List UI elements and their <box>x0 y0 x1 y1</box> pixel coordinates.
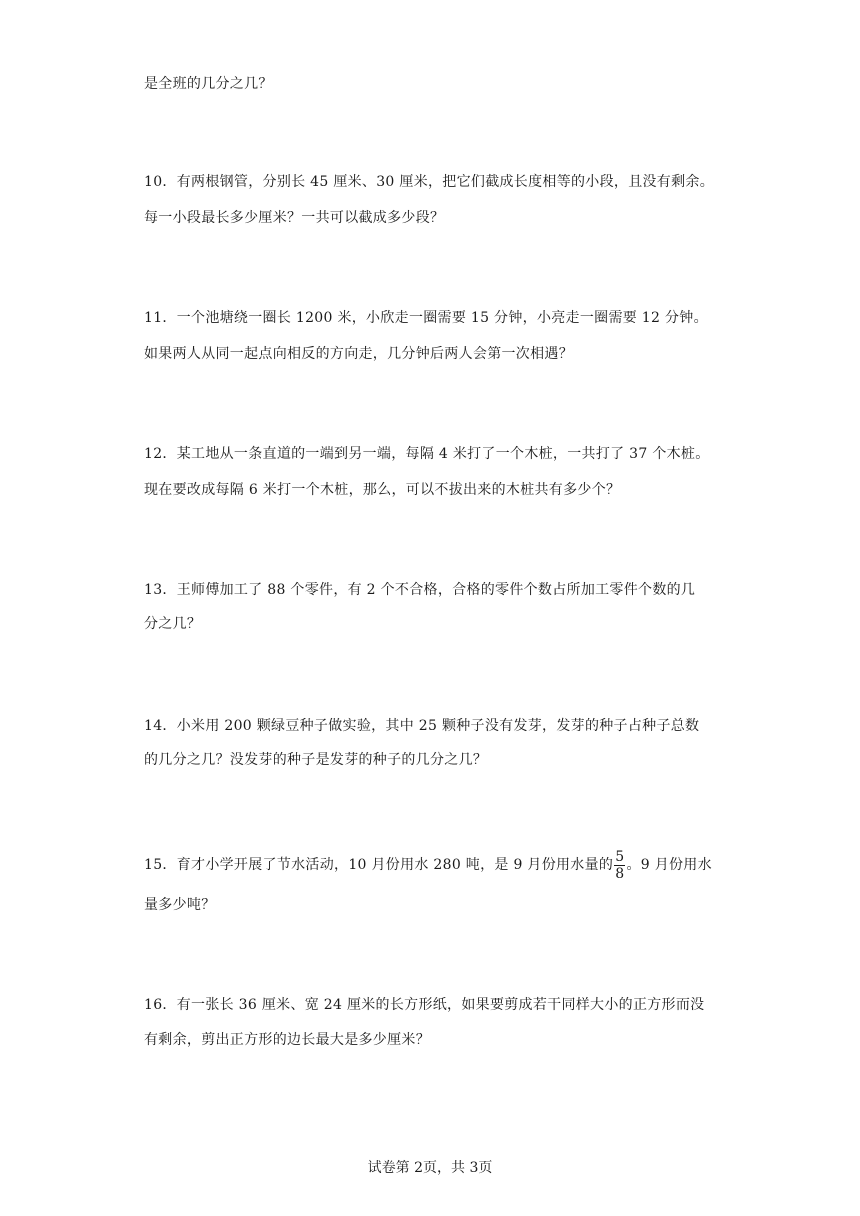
question-13-line-1: 13．王师傅加工了 88 个零件，有 2 个不合格，合格的零件个数占所加工零件个数的几 <box>144 582 696 598</box>
question-13-line-2: 分之几？ <box>144 616 202 632</box>
fraction <box>614 849 625 882</box>
question-15-text-before: 15．育才小学开展了节水活动，10 月份用水 280 吨，是 9 月份用水量的 <box>144 857 614 873</box>
question-11-line-2: 如果两人从同一起点向相反的方向走，几分钟后两人会第一次相遇？ <box>144 346 573 362</box>
fraction-numerator: 5 <box>615 848 625 865</box>
question-14-line-1: 14．小米用 200 颗绿豆种子做实验，其中 25 颗种子没有发芽，发芽的种子占种子总数 <box>144 718 700 734</box>
question-11-line-1: 11．一个池塘绕一圈长 1200 米，小欣走一圈需要 15 分钟，小亮走一圈需要 12 分钟。 <box>144 310 708 326</box>
intro-line: 是全班的几分之几？ <box>144 76 273 92</box>
question-15-text-after: 。9 月份用水 <box>626 857 712 873</box>
question-15-line-1 <box>144 846 712 884</box>
question-12-line-2: 现在要改成每隔 6 米打一个木桩，那么，可以不拔出来的木桩共有多少个？ <box>144 482 621 498</box>
question-10-line-1: 10．有两根钢管，分别长 45 厘米、30 厘米，把它们截成长度相等的小段，且没有剩余。 <box>144 174 714 190</box>
question-15-line-2: 量多少吨？ <box>144 897 216 913</box>
question-16-line-1: 16．有一张长 36 厘米、宽 24 厘米的长方形纸，如果要剪成若干同样大小的正方形而没 <box>144 997 705 1013</box>
page-footer: 试卷第 2页，共 3页 <box>367 1160 493 1176</box>
question-10-line-2: 每一小段最长多少厘米？一共可以截成多少段？ <box>144 210 445 226</box>
fraction-denominator: 8 <box>615 865 625 882</box>
question-12-line-1: 12．某工地从一条直道的一端到另一端，每隔 4 米打了一个木桩，一共打了 37 个木桩。 <box>144 446 710 462</box>
question-14-line-2: 的几分之几？没发芽的种子是发芽的种子的几分之几？ <box>144 752 488 768</box>
question-16-line-2: 有剩余，剪出正方形的边长最大是多少厘米？ <box>144 1032 430 1048</box>
